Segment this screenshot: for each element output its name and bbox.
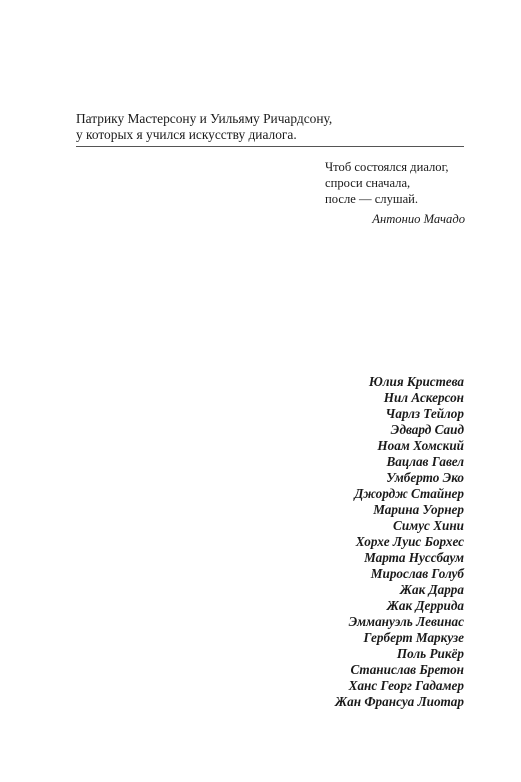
contributor-name: Симус Хини: [393, 518, 464, 533]
contributor-name: Жак Дарра: [399, 582, 464, 597]
epigraph-line: Чтоб состоялся диалог,: [325, 160, 449, 174]
divider: [76, 146, 464, 147]
contributor-name: Умберто Эко: [386, 470, 464, 485]
contributor-name: Юлия Кристева: [368, 374, 464, 389]
contributor-name: Вацлав Гавел: [386, 454, 464, 469]
epigraph-line: спроси сначала,: [325, 176, 411, 190]
contributor-name: Мирослав Голуб: [370, 566, 464, 581]
dedication-line: Патрику Мастерсону и Уильяму Ричардсону,: [76, 111, 333, 126]
dedication-line: у которых я учился искусству диалога.: [76, 127, 297, 142]
contributor-name: Ноам Хомский: [377, 438, 464, 453]
contributor-name: Герберт Маркузе: [363, 630, 464, 645]
contributor-name: Марта Нуссбаум: [364, 550, 464, 565]
contributor-name: Станислав Бретон: [350, 662, 464, 677]
epigraph-author: Антонио Мачадо: [372, 212, 465, 226]
contributor-list: [214, 374, 464, 710]
contributor-name: Жан Франсуа Лиотар: [335, 694, 464, 709]
dedication: [76, 111, 456, 143]
contributor-name: Поль Рикёр: [396, 646, 464, 661]
contributor-name: Эдвард Саид: [390, 422, 464, 437]
contributor-name: Чарлз Тейлор: [385, 406, 464, 421]
contributor-name: Нил Аскерсон: [383, 390, 464, 405]
contributor-name: Джордж Стайнер: [354, 486, 464, 501]
epigraph: [325, 159, 465, 227]
contributor-name: Марина Уорнер: [373, 502, 464, 517]
contributor-name: Эммануэль Левинас: [348, 614, 464, 629]
contributor-name: Ханс Георг Гадамер: [348, 678, 464, 693]
epigraph-line: после — слушай.: [325, 192, 419, 206]
contributor-name: Хорхе Луис Борхес: [355, 534, 464, 549]
contributor-name: Жак Деррида: [386, 598, 464, 613]
